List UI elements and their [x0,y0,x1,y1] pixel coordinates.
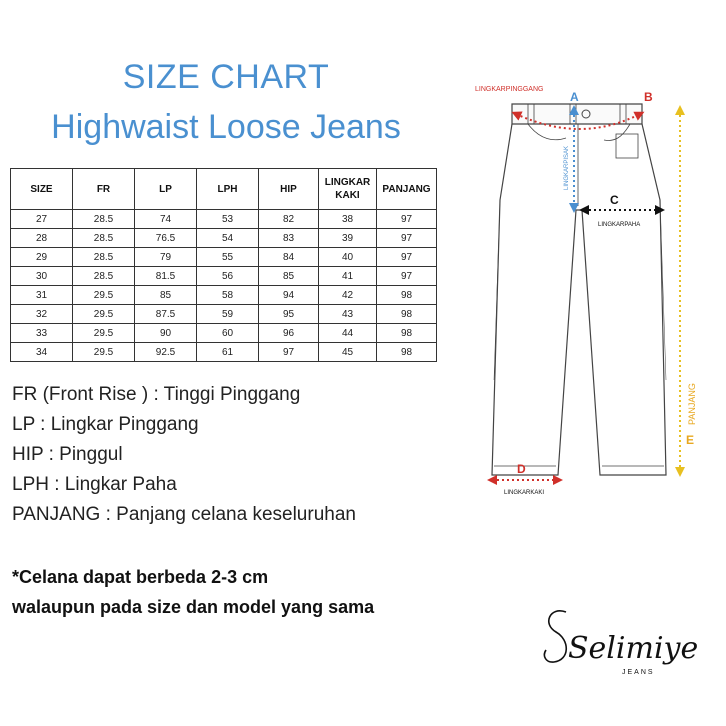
size-table [10,168,437,362]
header-panjang: PANJANG [377,169,437,210]
header-lp: LP [135,169,197,210]
table-cell: 98 [377,286,437,305]
header-fr: FR [73,169,135,210]
header-hip: HIP [259,169,319,210]
table-row [11,305,437,324]
table-cell: 85 [259,267,319,286]
table-cell: 59 [197,305,259,324]
table-cell: 83 [259,229,319,248]
table-cell: 29.5 [73,286,135,305]
table-cell: 74 [135,210,197,229]
legend-item: FR (Front Rise ) : Tinggi Pinggang [12,384,301,405]
chart-subtitle: Highwaist Loose Jeans [51,108,401,146]
legend-item: HIP : Pinggul [12,444,123,465]
marker-e: E [686,433,695,447]
table-cell: 97 [259,343,319,362]
rise-measure [564,110,574,208]
table-cell: 85 [135,286,197,305]
table-cell: 31 [11,286,73,305]
hem-measure [492,462,558,496]
logo-subtext: JEANS [622,669,655,676]
table-cell: 32 [11,305,73,324]
table-cell: 29 [11,248,73,267]
table-cell: 90 [135,324,197,343]
marker-c: C [610,193,619,207]
table-cell: 98 [377,324,437,343]
table-cell: 29.5 [73,305,135,324]
table-row [11,286,437,305]
table-row [11,229,437,248]
table-row [11,248,437,267]
logo-wordmark: Selimiye [568,631,699,666]
table-cell: 96 [259,324,319,343]
table-cell: 98 [377,343,437,362]
legend-item: LP : Lingkar Pinggang [12,414,199,435]
table-cell: 28 [11,229,73,248]
table-cell: 56 [197,267,259,286]
table-cell: 92.5 [135,343,197,362]
table-cell: 61 [197,343,259,362]
table-row [11,267,437,286]
legend-item: LPH : Lingkar Paha [12,474,177,495]
table-cell: 76.5 [135,229,197,248]
table-cell: 42 [319,286,377,305]
table-cell: 95 [259,305,319,324]
waist-label: LINGKARPINGGANG [475,86,544,93]
table-cell: 60 [197,324,259,343]
table-cell: 33 [11,324,73,343]
table-cell: 98 [377,305,437,324]
table-cell: 54 [197,229,259,248]
marker-d: D [517,462,526,476]
rise-label: LINGKARPISAK [564,145,570,190]
length-label: PANJANG [687,383,697,425]
table-row [11,343,437,362]
marker-a: A [570,90,579,104]
table-cell: 27 [11,210,73,229]
note-line-1: *Celana dapat berbeda 2-3 cm [12,567,269,587]
table-cell: 97 [377,248,437,267]
table-cell: 97 [377,229,437,248]
table-row [11,210,437,229]
table-cell: 28.5 [73,248,135,267]
table-cell: 84 [259,248,319,267]
hem-label: LINGKARKAKI [504,490,545,496]
table-cell: 94 [259,286,319,305]
jeans-measurement-diagram [470,80,710,510]
table-cell: 43 [319,305,377,324]
table-cell: 82 [259,210,319,229]
chart-title: SIZE CHART [122,58,330,96]
table-cell: 53 [197,210,259,229]
thigh-measure [584,193,660,228]
table-cell: 55 [197,248,259,267]
table-cell: 87.5 [135,305,197,324]
table-cell: 79 [135,248,197,267]
table-cell: 40 [319,248,377,267]
brand-logo [540,598,710,688]
table-cell: 97 [377,267,437,286]
table-cell: 45 [319,343,377,362]
table-cell: 29.5 [73,324,135,343]
table-cell: 97 [377,210,437,229]
table-cell: 30 [11,267,73,286]
length-measure [680,110,697,472]
table-header-row [11,169,437,210]
thigh-label: LINGKARPAHA [598,222,641,228]
note-line-2: walaupun pada size dan model yang sama [12,597,375,617]
table-cell: 29.5 [73,343,135,362]
table-cell: 38 [319,210,377,229]
table-cell: 34 [11,343,73,362]
table-row [11,324,437,343]
jeans-outline [492,104,666,475]
table-cell: 28.5 [73,267,135,286]
table-cell: 44 [319,324,377,343]
table-cell: 39 [319,229,377,248]
header-lph: LPH [197,169,259,210]
table-cell: 28.5 [73,229,135,248]
marker-b: B [644,90,653,104]
table-cell: 41 [319,267,377,286]
table-cell: 28.5 [73,210,135,229]
header-size: SIZE [11,169,73,210]
header-lingkar-kaki: LINGKAR KAKI [319,169,377,210]
legend-item: PANJANG : Panjang celana keseluruhan [12,504,356,525]
abbreviation-legend [12,380,356,530]
table-cell: 58 [197,286,259,305]
table-cell: 81.5 [135,267,197,286]
disclaimer-note [12,562,374,622]
